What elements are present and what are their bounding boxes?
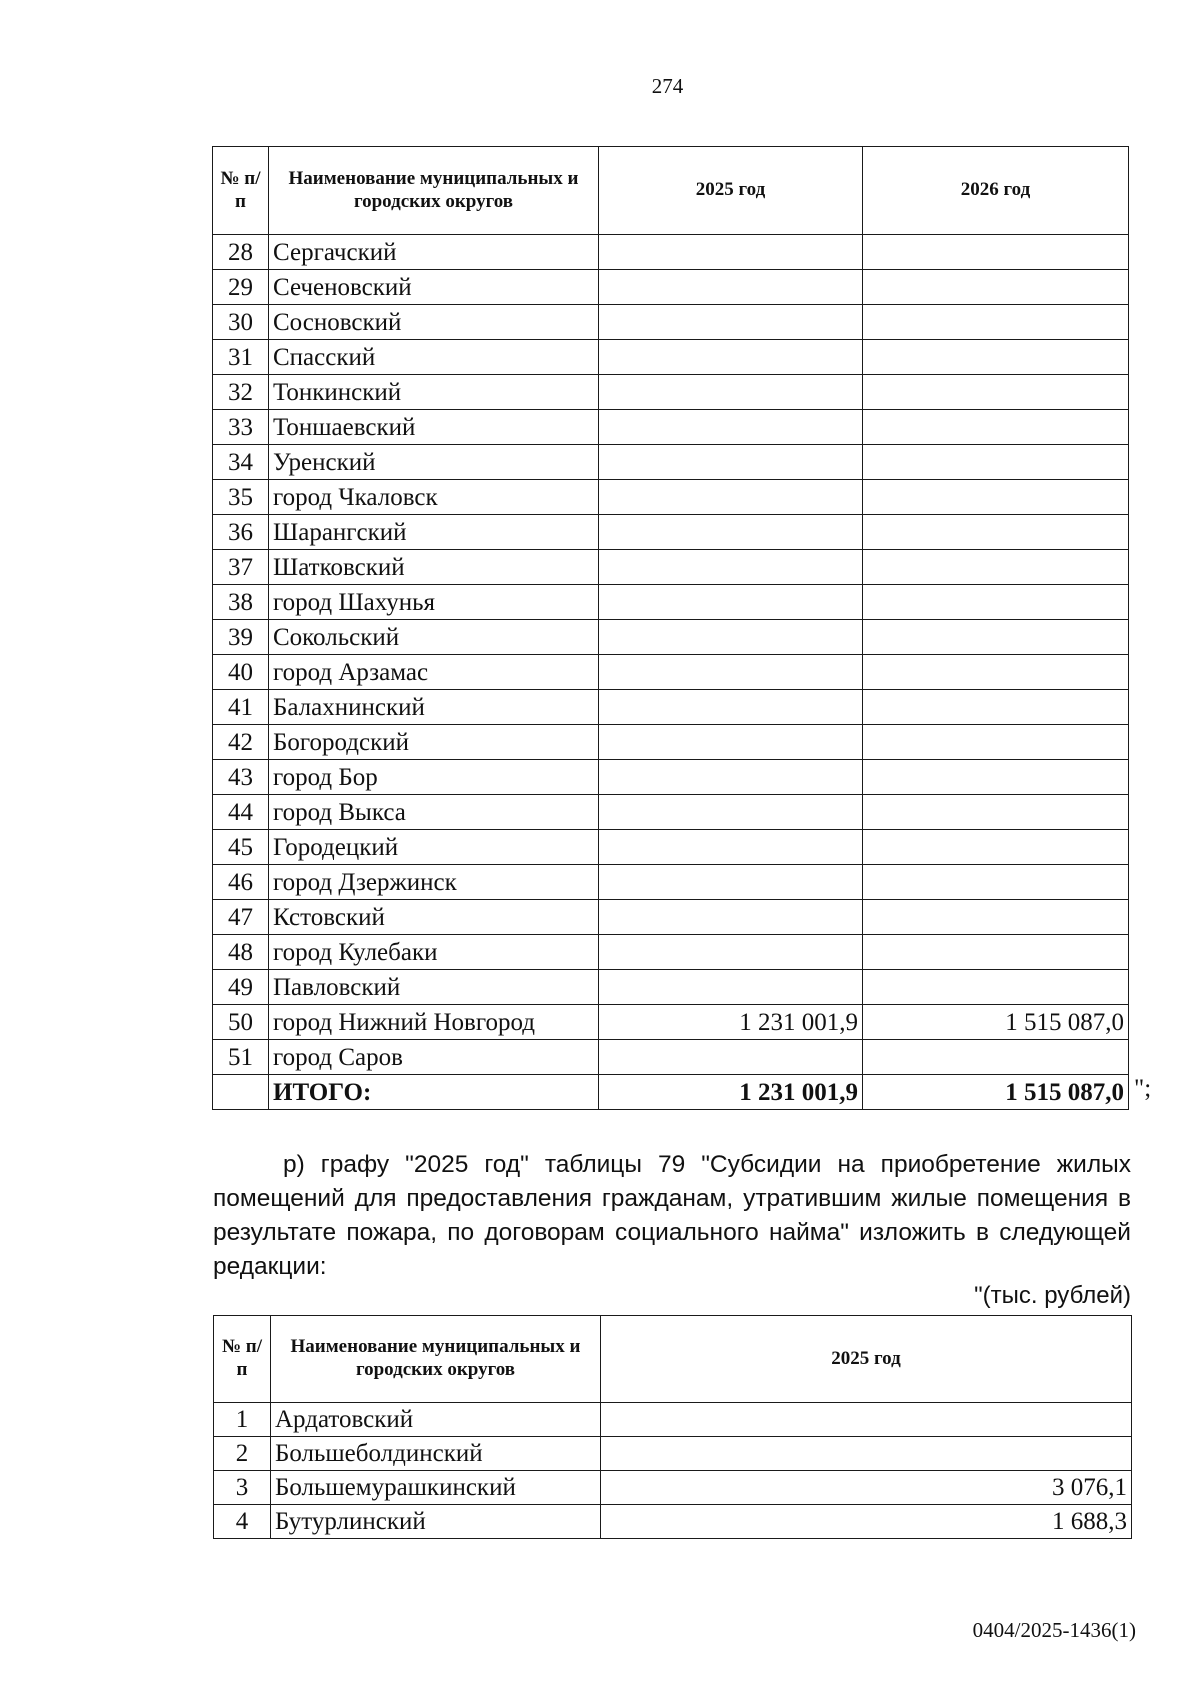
value-2025 — [599, 550, 863, 585]
header-2026: 2026 год — [863, 147, 1129, 235]
value-2025 — [599, 375, 863, 410]
value-2025 — [599, 1040, 863, 1075]
table-row — [213, 235, 1129, 270]
district-name: город Кулебаки — [269, 935, 599, 970]
row-number: 48 — [213, 935, 269, 970]
value-2026 — [863, 270, 1129, 305]
value-2025 — [599, 760, 863, 795]
district-name: Спасский — [269, 340, 599, 375]
value-2026 — [863, 935, 1129, 970]
value-2025 — [599, 410, 863, 445]
value-2025 — [599, 340, 863, 375]
table-row — [214, 1471, 1132, 1505]
district-name: Сокольский — [269, 620, 599, 655]
district-name: Павловский — [269, 970, 599, 1005]
subsidy-table-2025-2026 — [212, 146, 1129, 1110]
table-body — [213, 235, 1129, 1110]
district-name: город Выкса — [269, 795, 599, 830]
header-number: № п/п — [213, 147, 269, 235]
value-2026 — [863, 410, 1129, 445]
total-label: ИТОГО: — [269, 1075, 599, 1110]
row-number: 3 — [214, 1471, 271, 1505]
table-row — [213, 340, 1129, 375]
header-name: Наименование муниципальных и городских округов — [269, 147, 599, 235]
table-row — [213, 1005, 1129, 1040]
table-row — [213, 725, 1129, 760]
table-row — [213, 970, 1129, 1005]
table-row — [213, 900, 1129, 935]
row-number: 49 — [213, 970, 269, 1005]
value-2025: 3 076,1 — [601, 1471, 1132, 1505]
table-body — [214, 1403, 1132, 1539]
table-row — [213, 655, 1129, 690]
value-2026 — [863, 795, 1129, 830]
value-2025 — [599, 795, 863, 830]
header-number: № п/п — [214, 1316, 271, 1403]
header-2025: 2025 год — [599, 147, 863, 235]
value-2026 — [863, 375, 1129, 410]
value-2026 — [863, 585, 1129, 620]
value-2025 — [599, 235, 863, 270]
table-row — [213, 865, 1129, 900]
district-name: город Арзамас — [269, 655, 599, 690]
header-name: Наименование муниципальных и городских округов — [271, 1316, 601, 1403]
row-number: 4 — [214, 1505, 271, 1539]
row-number: 37 — [213, 550, 269, 585]
value-2026 — [863, 235, 1129, 270]
value-2026: 1 515 087,0 — [863, 1005, 1129, 1040]
value-2025 — [599, 655, 863, 690]
value-2026 — [863, 340, 1129, 375]
district-name: Балахнинский — [269, 690, 599, 725]
row-number: 2 — [214, 1437, 271, 1471]
value-2026 — [863, 655, 1129, 690]
value-2025: 1 688,3 — [601, 1505, 1132, 1539]
district-name: город Нижний Новгород — [269, 1005, 599, 1040]
value-2025 — [599, 480, 863, 515]
row-number: 38 — [213, 585, 269, 620]
district-name: Сеченовский — [269, 270, 599, 305]
table-row — [213, 550, 1129, 585]
district-name: город Чкаловск — [269, 480, 599, 515]
district-name: Большеболдинский — [271, 1437, 601, 1471]
subsidy-table-79 — [213, 1315, 1132, 1539]
table-header-row — [214, 1316, 1132, 1403]
value-2025 — [599, 830, 863, 865]
district-name: город Дзержинск — [269, 865, 599, 900]
table-row — [213, 270, 1129, 305]
value-2025 — [599, 305, 863, 340]
table-row — [213, 445, 1129, 480]
value-2026 — [863, 970, 1129, 1005]
value-2025 — [599, 445, 863, 480]
row-number: 28 — [213, 235, 269, 270]
district-name: Шатковский — [269, 550, 599, 585]
row-number: 33 — [213, 410, 269, 445]
district-name: Уренский — [269, 445, 599, 480]
row-number: 32 — [213, 375, 269, 410]
document-code: 0404/2025-1436(1) — [972, 1618, 1136, 1642]
table-row — [213, 585, 1129, 620]
table-row — [214, 1437, 1132, 1471]
row-number: 47 — [213, 900, 269, 935]
value-2025 — [599, 690, 863, 725]
district-name: Сергачский — [269, 235, 599, 270]
row-number: 50 — [213, 1005, 269, 1040]
table-row — [213, 690, 1129, 725]
table-row — [213, 935, 1129, 970]
table-header-row — [213, 147, 1129, 235]
district-name: Городецкий — [269, 830, 599, 865]
total-number — [213, 1075, 269, 1110]
value-2026 — [863, 480, 1129, 515]
value-2025: 1 231 001,9 — [599, 1005, 863, 1040]
row-number: 42 — [213, 725, 269, 760]
closing-quote-mark: "; — [1134, 1075, 1152, 1102]
district-name: Тоншаевский — [269, 410, 599, 445]
value-2025 — [599, 935, 863, 970]
value-2025 — [599, 865, 863, 900]
value-2026 — [863, 865, 1129, 900]
value-2025 — [599, 585, 863, 620]
row-number: 36 — [213, 515, 269, 550]
table-row — [213, 515, 1129, 550]
value-2025 — [599, 270, 863, 305]
district-name: Сосновский — [269, 305, 599, 340]
units-label: "(тыс. рублей) — [974, 1282, 1131, 1309]
district-name: Большемурашкинский — [271, 1471, 601, 1505]
table-row — [214, 1505, 1132, 1539]
row-number: 31 — [213, 340, 269, 375]
page-number: 274 — [651, 74, 684, 98]
district-name: город Саров — [269, 1040, 599, 1075]
district-name: Тонкинский — [269, 375, 599, 410]
district-name: Бутурлинский — [271, 1505, 601, 1539]
value-2025 — [599, 970, 863, 1005]
row-number: 30 — [213, 305, 269, 340]
row-number: 45 — [213, 830, 269, 865]
table-row — [213, 305, 1129, 340]
value-2025 — [599, 900, 863, 935]
value-2026 — [863, 620, 1129, 655]
table-row — [213, 620, 1129, 655]
district-name: Богородский — [269, 725, 599, 760]
row-number: 29 — [213, 270, 269, 305]
header-2025: 2025 год — [601, 1316, 1132, 1403]
row-number: 43 — [213, 760, 269, 795]
value-2026 — [863, 1040, 1129, 1075]
row-number: 35 — [213, 480, 269, 515]
row-number: 46 — [213, 865, 269, 900]
table-row — [213, 410, 1129, 445]
value-2025 — [599, 725, 863, 760]
district-name: город Бор — [269, 760, 599, 795]
table-row — [213, 1040, 1129, 1075]
value-2025 — [601, 1437, 1132, 1471]
table-row — [213, 375, 1129, 410]
district-name: Ардатовский — [271, 1403, 601, 1437]
value-2026 — [863, 900, 1129, 935]
total-2025: 1 231 001,9 — [599, 1075, 863, 1110]
value-2026 — [863, 725, 1129, 760]
total-row — [213, 1075, 1129, 1110]
row-number: 39 — [213, 620, 269, 655]
district-name: Шарангский — [269, 515, 599, 550]
value-2026 — [863, 760, 1129, 795]
row-number: 51 — [213, 1040, 269, 1075]
row-number: 41 — [213, 690, 269, 725]
table-row — [214, 1403, 1132, 1437]
row-number: 34 — [213, 445, 269, 480]
value-2025 — [601, 1403, 1132, 1437]
district-name: Кстовский — [269, 900, 599, 935]
table-row — [213, 795, 1129, 830]
amendment-text: р) графу "2025 год" таблицы 79 "Субсидии на приобретение жилых помещений для предоставления гражданам, утратившим жилые помещения в результате пожара, по договорам социального найма" изложить в следующей редакции: — [213, 1151, 1131, 1280]
total-2026: 1 515 087,0 — [863, 1075, 1129, 1110]
row-number: 1 — [214, 1403, 271, 1437]
value-2026 — [863, 690, 1129, 725]
district-name: город Шахунья — [269, 585, 599, 620]
value-2025 — [599, 515, 863, 550]
table-row — [213, 760, 1129, 795]
table-row — [213, 480, 1129, 515]
value-2026 — [863, 830, 1129, 865]
value-2026 — [863, 445, 1129, 480]
table-row — [213, 830, 1129, 865]
value-2026 — [863, 305, 1129, 340]
row-number: 40 — [213, 655, 269, 690]
value-2025 — [599, 620, 863, 655]
value-2026 — [863, 515, 1129, 550]
row-number: 44 — [213, 795, 269, 830]
amendment-paragraph — [213, 1148, 1131, 1284]
value-2026 — [863, 550, 1129, 585]
